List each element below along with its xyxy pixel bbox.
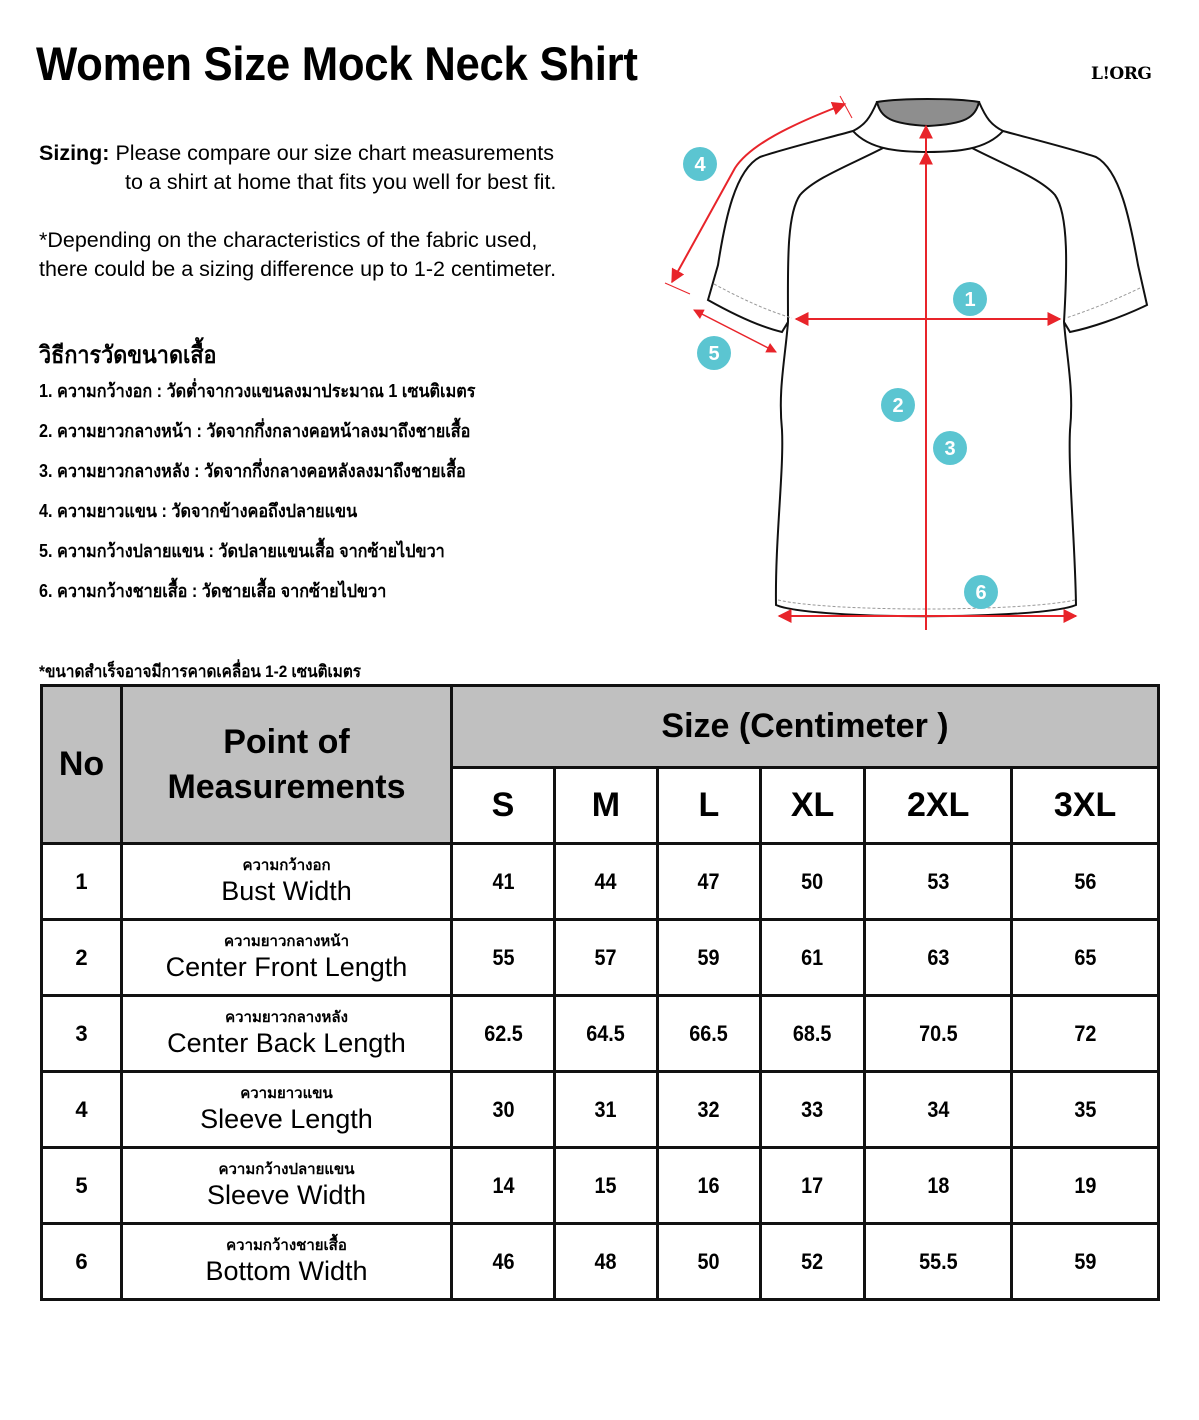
table-row xyxy=(42,1148,1159,1224)
table-row xyxy=(42,1072,1159,1148)
table-row xyxy=(42,996,1159,1072)
marker-2 xyxy=(881,388,915,422)
size-header-m: M xyxy=(554,768,657,844)
marker-1 xyxy=(953,282,987,316)
tolerance-note: *ขนาดสำเร็จอาจมีการคาดเคลื่อน 1-2 เซนติเมตร xyxy=(39,662,361,681)
thai-instruction-item: 1. ความกว้างอก : วัดต่ำจากวงแขนลงมาประมาณ 1 เซนติเมตร xyxy=(39,381,476,401)
size-value-l: 66.5 xyxy=(663,996,756,1072)
point-english-label: Sleeve Length xyxy=(200,1103,373,1134)
marker-4 xyxy=(683,147,717,181)
point-english-label: Center Front Length xyxy=(165,951,408,982)
size-value-s: 30 xyxy=(457,1072,550,1148)
size-value-xl: 61 xyxy=(766,920,860,996)
svg-text:4: 4 xyxy=(694,154,706,176)
size-value-3xl: 65 xyxy=(1019,920,1151,996)
marker-6 xyxy=(964,575,998,609)
thai-instruction-item: 2. ความยาวกลางหน้า : วัดจากกึ่งกลางคอหน้าลงมาถึงชายเสื้อ xyxy=(39,421,471,441)
point-of-measurement xyxy=(122,1148,452,1224)
svg-text:6: 6 xyxy=(975,582,987,604)
sizing-label: Sizing: xyxy=(39,141,110,165)
point-thai-label: ความยาวกลางหลัง xyxy=(225,1008,348,1026)
point-english-label: Sleeve Width xyxy=(206,1179,367,1210)
point-english-label: Bottom Width xyxy=(205,1255,368,1286)
size-value-xl: 52 xyxy=(766,1224,860,1300)
shirt-outline xyxy=(708,102,1147,616)
size-value-2xl: 70.5 xyxy=(872,996,1004,1072)
size-value-2xl: 34 xyxy=(872,1072,1004,1148)
brand-logo: L!ORG xyxy=(1091,64,1152,84)
point-of-measurement xyxy=(122,1224,452,1300)
thai-instructions-heading: วิธีการวัดขนาดเสื้อ xyxy=(39,342,217,369)
size-value-xl: 50 xyxy=(766,844,860,920)
size-table-body xyxy=(42,844,1159,1300)
point-thai-label: ความกว้างปลายแขน xyxy=(218,1160,355,1178)
row-number: 2 xyxy=(42,920,122,996)
size-value-l: 47 xyxy=(663,844,756,920)
size-value-2xl: 63 xyxy=(872,920,1004,996)
size-value-l: 50 xyxy=(663,1224,756,1300)
row-number: 4 xyxy=(42,1072,122,1148)
size-header-3xl: 3XL xyxy=(1012,768,1159,844)
size-value-m: 31 xyxy=(560,1072,653,1148)
table-row xyxy=(42,1224,1159,1300)
page-title: Women Size Mock Neck Shirt xyxy=(36,37,638,90)
table-row xyxy=(42,844,1159,920)
size-value-l: 32 xyxy=(663,1072,756,1148)
size-value-3xl: 59 xyxy=(1019,1224,1151,1300)
point-thai-label: ความยาวแขน xyxy=(240,1084,333,1102)
size-header-l: L xyxy=(657,768,760,844)
size-header-s: S xyxy=(452,768,555,844)
size-value-m: 48 xyxy=(560,1224,653,1300)
size-value-m: 57 xyxy=(560,920,653,996)
size-value-3xl: 35 xyxy=(1019,1072,1151,1148)
row-number: 1 xyxy=(42,844,122,920)
size-value-m: 44 xyxy=(560,844,653,920)
size-value-l: 16 xyxy=(663,1148,756,1224)
size-value-xl: 17 xyxy=(766,1148,860,1224)
size-value-s: 46 xyxy=(457,1224,550,1300)
size-value-3xl: 56 xyxy=(1019,844,1151,920)
point-of-measurement xyxy=(122,1072,452,1148)
point-thai-label: ความยาวกลางหน้า xyxy=(224,932,349,950)
marker-3 xyxy=(933,431,967,465)
svg-text:1: 1 xyxy=(964,289,976,311)
point-of-measurement xyxy=(122,844,452,920)
size-table xyxy=(40,684,1160,1301)
fabric-note-line-1: *Depending on the characteristics of the fabric used, xyxy=(39,228,538,252)
thai-instruction-item: 4. ความยาวแขน : วัดจากข้างคอถึงปลายแขน xyxy=(39,501,358,521)
thai-instruction-item: 5. ความกว้างปลายแขน : วัดปลายแขนเสื้อ จากซ้ายไปขวา xyxy=(39,541,445,561)
row-number: 3 xyxy=(42,996,122,1072)
size-value-3xl: 19 xyxy=(1019,1148,1151,1224)
shirt-diagram xyxy=(650,90,1170,650)
table-row xyxy=(42,920,1159,996)
size-value-2xl: 18 xyxy=(872,1148,1004,1224)
size-value-xl: 33 xyxy=(766,1072,860,1148)
thai-instruction-item: 6. ความกว้างชายเสื้อ : วัดชายเสื้อ จากซ้ายไปขวา xyxy=(39,581,387,601)
size-value-s: 41 xyxy=(457,844,550,920)
size-value-2xl: 53 xyxy=(872,844,1004,920)
row-number: 6 xyxy=(42,1224,122,1300)
point-thai-label: ความกว้างอก xyxy=(242,856,331,874)
sizing-line-2: to a shirt at home that fits you well for best fit. xyxy=(125,170,557,194)
header-no: No xyxy=(42,686,122,844)
size-value-l: 59 xyxy=(663,920,756,996)
size-header-xl: XL xyxy=(760,768,864,844)
size-value-3xl: 72 xyxy=(1019,996,1151,1072)
sizing-line-1: Please compare our size chart measurements xyxy=(115,141,555,165)
header-size: Size (Centimeter ) xyxy=(452,686,1159,768)
size-value-s: 14 xyxy=(457,1148,550,1224)
size-value-m: 15 xyxy=(560,1148,653,1224)
svg-text:3: 3 xyxy=(944,438,956,460)
marker-5 xyxy=(697,336,731,370)
size-value-2xl: 55.5 xyxy=(872,1224,1004,1300)
row-number: 5 xyxy=(42,1148,122,1224)
size-value-m: 64.5 xyxy=(560,996,653,1072)
point-english-label: Center Back Length xyxy=(167,1027,406,1058)
svg-text:5: 5 xyxy=(708,343,720,365)
size-value-xl: 68.5 xyxy=(766,996,860,1072)
size-header-2xl: 2XL xyxy=(865,768,1012,844)
point-of-measurement xyxy=(122,920,452,996)
size-value-s: 62.5 xyxy=(457,996,550,1072)
fabric-note xyxy=(39,226,556,284)
point-of-measurement xyxy=(122,996,452,1072)
point-english-label: Bust Width xyxy=(221,875,352,906)
fabric-note-line-2: there could be a sizing difference up to 1-2 centimeter. xyxy=(39,257,557,281)
header-point-of-measurements: Point of Measurements xyxy=(122,686,452,844)
size-value-s: 55 xyxy=(457,920,550,996)
sizing-note xyxy=(39,139,556,197)
svg-text:2: 2 xyxy=(892,395,904,417)
point-thai-label: ความกว้างชายเสื้อ xyxy=(226,1236,347,1254)
thai-instructions-list xyxy=(39,377,475,617)
thai-instruction-item: 3. ความยาวกลางหลัง : วัดจากกึ่งกลางคอหลังลงมาถึงชายเสื้อ xyxy=(39,461,466,481)
